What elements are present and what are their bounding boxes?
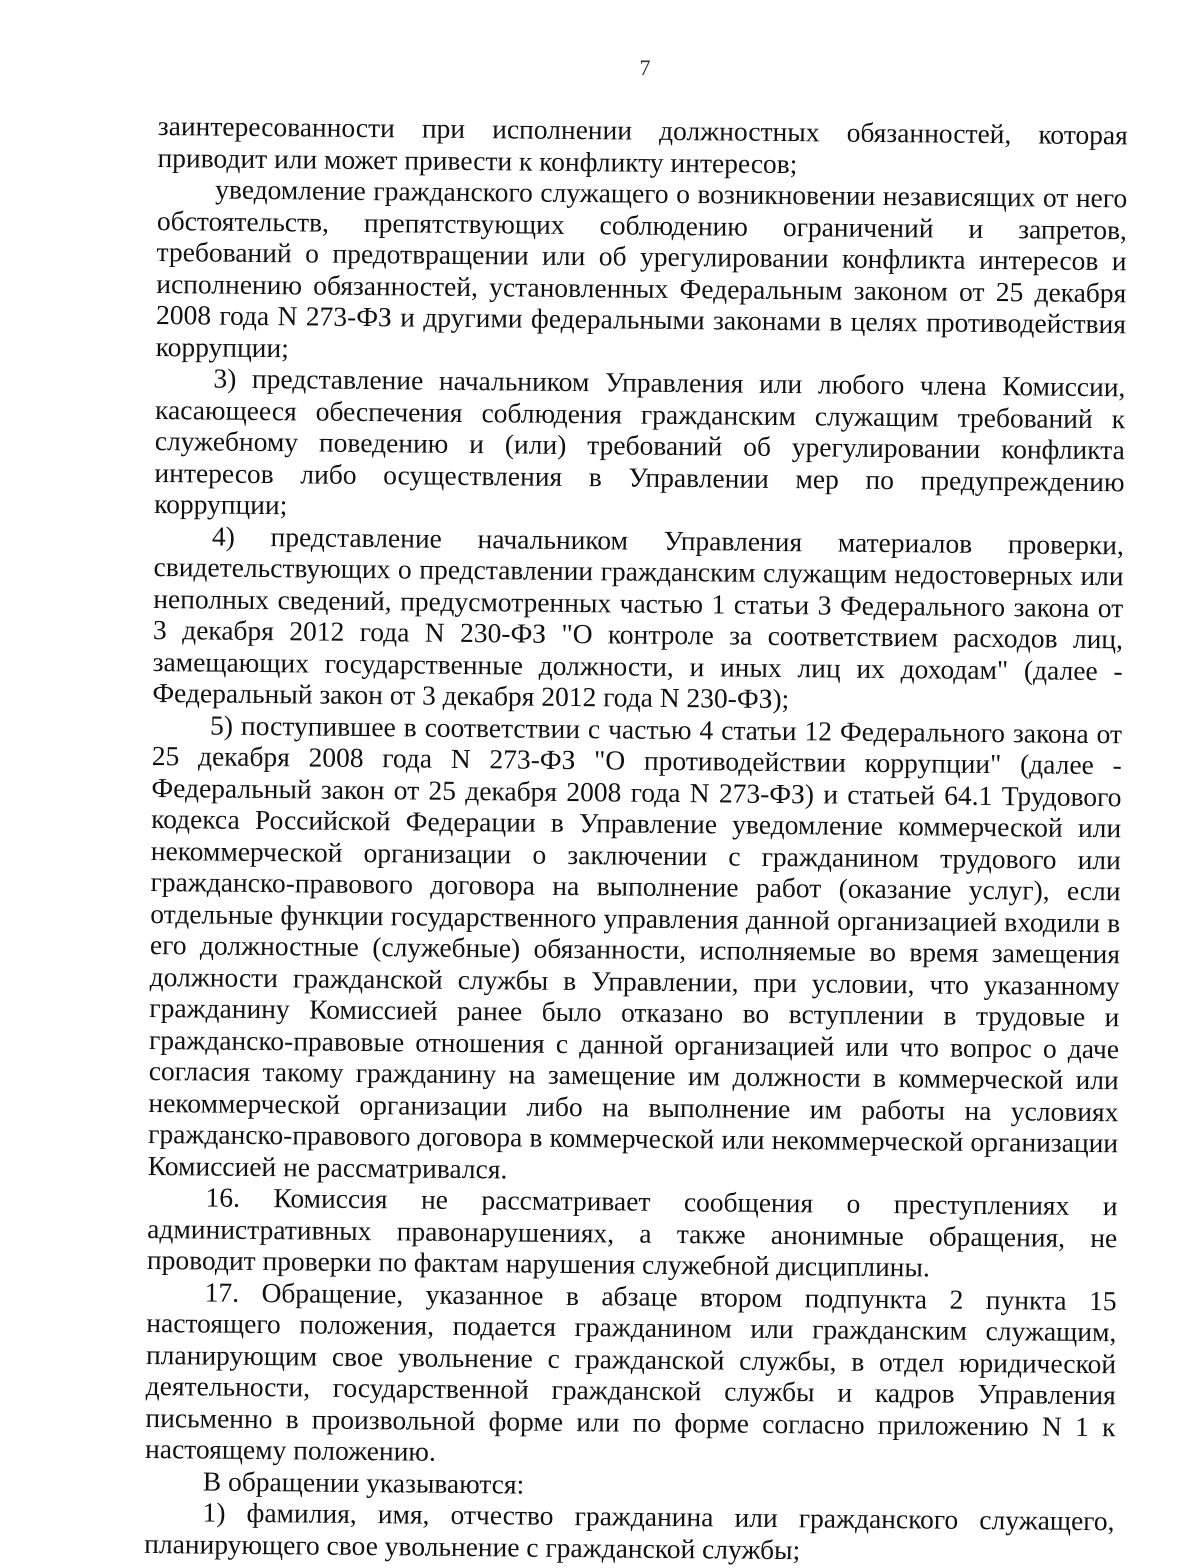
paragraph-item-4: 4) представление начальником Управления материалов проверки, свидетельствующих о представлении гражданским служащим недостоверных или неполных сведений, предусмотренных частью 1 статьи 3 Федерального закона от 3 декабря 2012 года N 230-ФЗ "О контроле за соответствием расходов лиц, замещающих государственные должности, и иных лиц их доходам" (далее - Федеральный закон от 3 декабря 2012 года N 230-ФЗ); [152, 520, 1125, 715]
paragraph-item-5: 5) поступившее в соответствии с частью 4 статьи 12 Федерального закона от 25 декабря 2008 года N 273-ФЗ "О противодействии коррупции" (далее - Федеральный закон от 25 декабря 2008 года N 273-ФЗ) и статьей 64.1 Трудового кодекса Российской Федерации в Управление уведомление коммерческой или некоммерческой организации о заключении с гражданином трудового или гражданско-правового договора на выполнение работ (оказание услуг), если отдельные функции государственного управления данной организацией входили в его должностные (служебные) обязанности, исполняемые во время замещения должности гражданской службы в Управлении, при условии, что указанному гражданину Комиссией ранее было отказано во вступлении в трудовые и гражданско-правовые отношения с данной организацией или что вопрос о даче согласия такому гражданину на замещение им должности в коммерческой или некоммерческой организации либо на выполнение им работы на условиях гражданско-правового договора в коммерческой или некоммерческой организации Комиссией не рассматривался. [147, 709, 1123, 1184]
document-body [144, 110, 1128, 1568]
paragraph-continuation: заинтересованности при исполнении должностных обязанностей, которая приводит или может привести к конфликту интересов; [157, 110, 1128, 179]
page-number: 7 [639, 55, 651, 80]
paragraph-16: 16. Комиссия не рассматривает сообщения о преступлениях и административных правонарушениях, а также анонимные обращения, не проводит проверки по фактам нарушения служебной дисциплины. [146, 1181, 1118, 1283]
paragraph-item-3: 3) представление начальником Управления или любого члена Комиссии, касающееся обеспечения соблюдения гражданским служащим требований к служебному поведению и (или) требований об урегулировании конфликта интересов либо осуществления в Управлении мер по предупреждению коррупции; [154, 362, 1126, 521]
paragraph-17: 17. Обращение, указанное в абзаце втором подпункта 2 пункта 15 настоящего положения, подается гражданином или гражданским служащим, планирующим свое увольнение с гражданской службы, в отдел юридической деятельности, государственной гражданской службы и кадров Управления письменно в произвольной форме или по форме согласно приложению N 1 к настоящему положению. [145, 1276, 1117, 1467]
paragraph-appeal-contents: В обращении указываются: [202, 1464, 525, 1500]
paragraph-notification: уведомление гражданского служащего о возникновении независящих от него обстоятельств, препятствующих соблюдению ограничений и запретов, требований о предотвращении или об урегулировании конфликта интересов и исполнению обязанностей, установленных Федеральным законом от 25 декабря 2008 года N 273-ФЗ и другими федеральными законами в целях противодействия коррупции; [155, 173, 1128, 363]
paragraph-appeal-item-1: 1) фамилия, имя, отчество гражданина или гражданского служащего, планирующего свое увольнение с гражданской службы; [144, 1496, 1115, 1565]
